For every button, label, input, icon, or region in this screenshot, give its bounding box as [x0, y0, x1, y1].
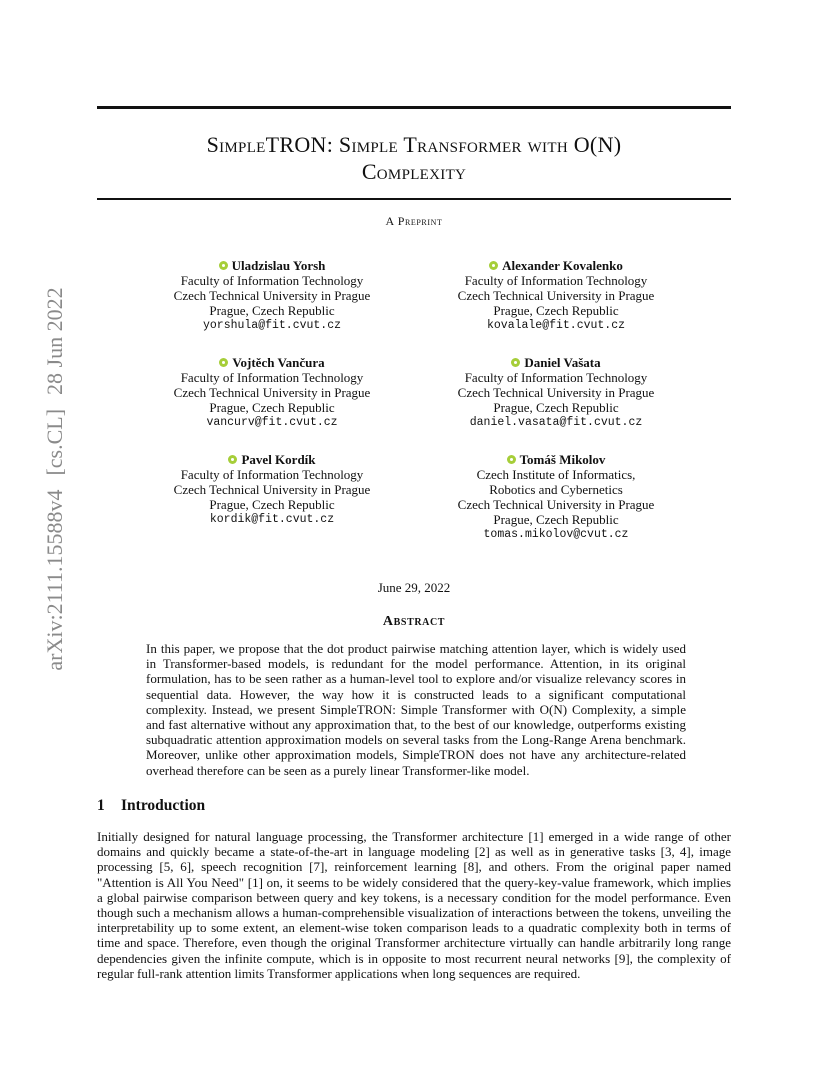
paper-title-text: SimpleTRON: Simple Transformer with O(N): [206, 132, 622, 157]
author-affiliation: Prague, Czech Republic: [493, 400, 619, 415]
arxiv-id: arXiv:2111.15588v4: [42, 489, 67, 671]
author-name: Uladzislau Yorsh: [231, 258, 326, 273]
author-email[interactable]: kordik@fit.cvut.cz: [209, 513, 335, 526]
author-email[interactable]: vancurv@fit.cvut.cz: [206, 416, 338, 429]
author-affiliation: Faculty of Information Technology: [464, 370, 648, 385]
author-affiliation: Faculty of Information Technology: [464, 273, 648, 288]
abstract-heading: Abstract: [382, 614, 446, 629]
author-block: [436, 258, 676, 333]
author-name: Vojtěch Vančura: [232, 355, 325, 370]
author-email[interactable]: yorshula@fit.cvut.cz: [202, 319, 342, 332]
author-affiliation: Robotics and Cybernetics: [489, 482, 623, 497]
author-affiliation: Czech Technical University in Prague: [457, 385, 655, 400]
title-rule-bottom: [97, 198, 731, 200]
paper-title-line-1: [97, 131, 731, 159]
orcid-icon[interactable]: [228, 455, 237, 464]
author-affiliation: Czech Technical University in Prague: [457, 288, 655, 303]
author-affiliation: Prague, Czech Republic: [209, 497, 335, 512]
author-affiliation: Faculty of Information Technology: [180, 273, 364, 288]
author-email[interactable]: tomas.mikolov@cvut.cz: [483, 528, 629, 541]
author-name: Tomáš Mikolov: [519, 452, 606, 467]
abstract-text: In this paper, we propose that the dot product pairwise matching attention layer, which is widely used in Transformer-based models, is redundant for the model performance. Attention, in its original formulation, has to be seen rather as a human-level tool to explore and/or visualize relevancy scores in sequential data. However, the way how it is constructed leads to a significant computational complexity. Instead, we present SimpleTRON: Simple Transformer with O(N) Complexity, a simple and fast alternative without any approximation that, to the best of our knowledge, outperforms existing subquadratic attention approximation models on several tasks from the Long-Range Arena benchmark. Moreover, unlike other approximation models, SimpleTRON does not have any architecture-related overhead therefore can be seen as a purely linear Transformer-like model.: [146, 641, 686, 778]
arxiv-category: [cs.CL]: [42, 408, 67, 476]
author-affiliation: Prague, Czech Republic: [209, 303, 335, 318]
orcid-icon[interactable]: [507, 455, 516, 464]
author-affiliation: Czech Technical University in Prague: [173, 385, 371, 400]
section-title: Introduction: [121, 797, 206, 814]
author-email[interactable]: daniel.vasata@fit.cvut.cz: [469, 416, 643, 429]
author-affiliation: Faculty of Information Technology: [180, 370, 364, 385]
author-block: [436, 452, 676, 542]
orcid-icon[interactable]: [219, 261, 228, 270]
publication-date: June 29, 2022: [377, 580, 451, 595]
paper-title-text-2: Complexity: [361, 159, 467, 184]
author-affiliation: Czech Technical University in Prague: [457, 497, 655, 512]
orcid-icon[interactable]: [489, 261, 498, 270]
author-block: [436, 355, 676, 430]
author-affiliation: Czech Technical University in Prague: [173, 482, 371, 497]
author-affiliation: Czech Institute of Informatics,: [476, 467, 636, 482]
arxiv-stamp: [42, 273, 68, 670]
section-text: Initially designed for natural language processing, the Transformer architecture [1] emerged in a wide range of other domains and quickly became a state-of-the-art in language modeling [2] as well as in generative tasks [3, 4], image processing [5, 6], speech recognition [7], reinforcement learning [8], and others. From the original paper named "Attention is All You Need" [1] on, it seems to be widely considered that the query-key-value framework, which implies a global pairwise comparison between query and key tokens, is a necessary condition for the model performance. Even though such a mechanism allows a human-comprehensible visualization of interactions between the tokens, unveiling the interpretability up to some extent, an element-wise token comparison leads to a quadratic complexity both in terms of time and space. Therefore, even though the original Transformer architecture virtually can handle arbitrarily long range dependencies given the infinite compute, which is in opposite to most recurrent neural networks [9], the complexity of regular full-rank attention limits Transformer applications when long sequences are required.: [97, 829, 731, 981]
author-affiliation: Prague, Czech Republic: [209, 400, 335, 415]
author-affiliation: Czech Technical University in Prague: [173, 288, 371, 303]
author-name: Pavel Kordík: [241, 452, 316, 467]
author-affiliation: Prague, Czech Republic: [493, 303, 619, 318]
author-affiliation: Prague, Czech Republic: [493, 512, 619, 527]
orcid-icon[interactable]: [511, 358, 520, 367]
preprint-label: A Preprint: [385, 214, 443, 228]
author-email[interactable]: kovalale@fit.cvut.cz: [486, 319, 626, 332]
paper-title-line-2: [97, 158, 731, 186]
arxiv-date: 28 Jun 2022: [42, 287, 67, 395]
title-rule-top: [97, 106, 731, 109]
author-block: [152, 258, 392, 333]
author-block: [152, 355, 392, 430]
author-name: Alexander Kovalenko: [502, 258, 623, 273]
section-number: 1: [97, 797, 105, 814]
orcid-icon[interactable]: [219, 358, 228, 367]
author-affiliation: Faculty of Information Technology: [180, 467, 364, 482]
section-heading: [97, 797, 205, 815]
author-block: [152, 452, 392, 527]
author-name: Daniel Vašata: [524, 355, 601, 370]
